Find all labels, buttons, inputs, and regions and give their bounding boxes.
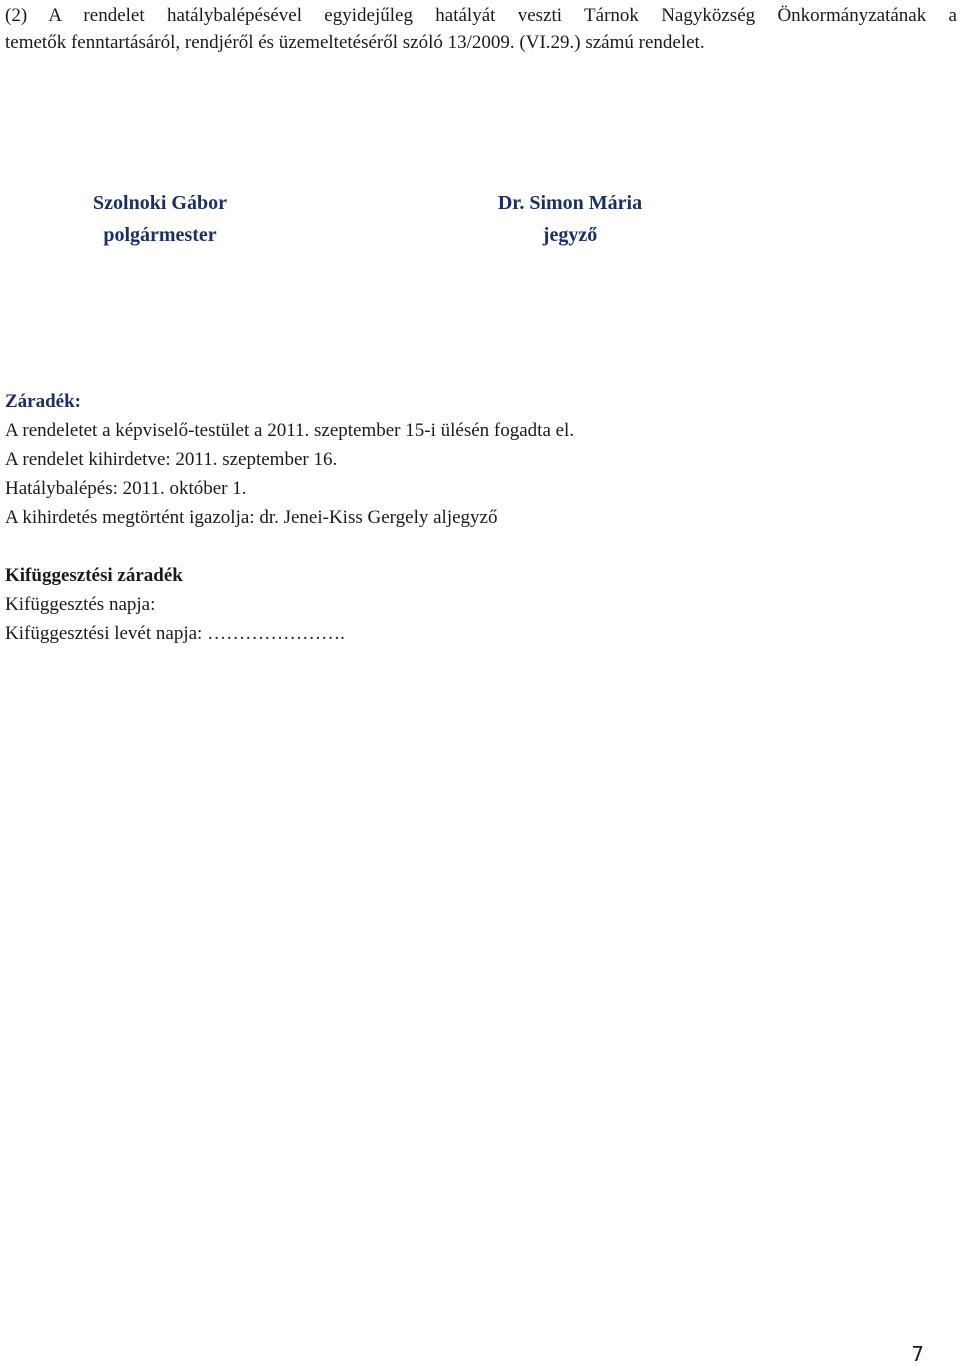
clause-line: A rendelet kihirdetve: 2011. szeptember 16. — [5, 449, 338, 470]
clause-line: Hatálybalépés: 2011. október 1. — [5, 478, 247, 499]
clause-section — [5, 387, 574, 532]
mayor-role: polgármester — [103, 224, 217, 246]
clause-line: A kihirdetés megtörtént igazolja: dr. Jenei-Kiss Gergely aljegyző — [5, 507, 498, 528]
removal-date-line: Kifüggesztési levét napja: …………………. — [5, 623, 345, 644]
notary-name: Dr. Simon Mária — [497, 192, 643, 214]
page-number: 7 — [911, 1342, 924, 1366]
notary-role: jegyző — [542, 224, 598, 246]
clause-title: Záradék: — [5, 391, 81, 412]
posting-clause-section — [5, 561, 345, 648]
posting-clause-title: Kifüggesztési záradék — [5, 565, 183, 586]
signature-block-notary — [470, 187, 670, 251]
intro-line-2: temetők fenntartásáról, rendjéről és üzemeltetéséről szóló 13/2009. (VI.29.) számú rendelet. — [5, 32, 705, 53]
signature-block-mayor — [60, 187, 260, 251]
clause-line: A rendeletet a képviselő-testület a 2011. szeptember 15-i ülésén fogadta el. — [5, 420, 575, 441]
intro-paragraph — [5, 2, 957, 56]
posting-date-line: Kifüggesztés napja: — [5, 594, 156, 615]
intro-line-1: (2) A rendelet hatálybalépésével egyidejűleg hatályát veszti Tárnok Nagyközség Önkormányzatának a — [5, 5, 957, 26]
mayor-name: Szolnoki Gábor — [93, 192, 227, 214]
